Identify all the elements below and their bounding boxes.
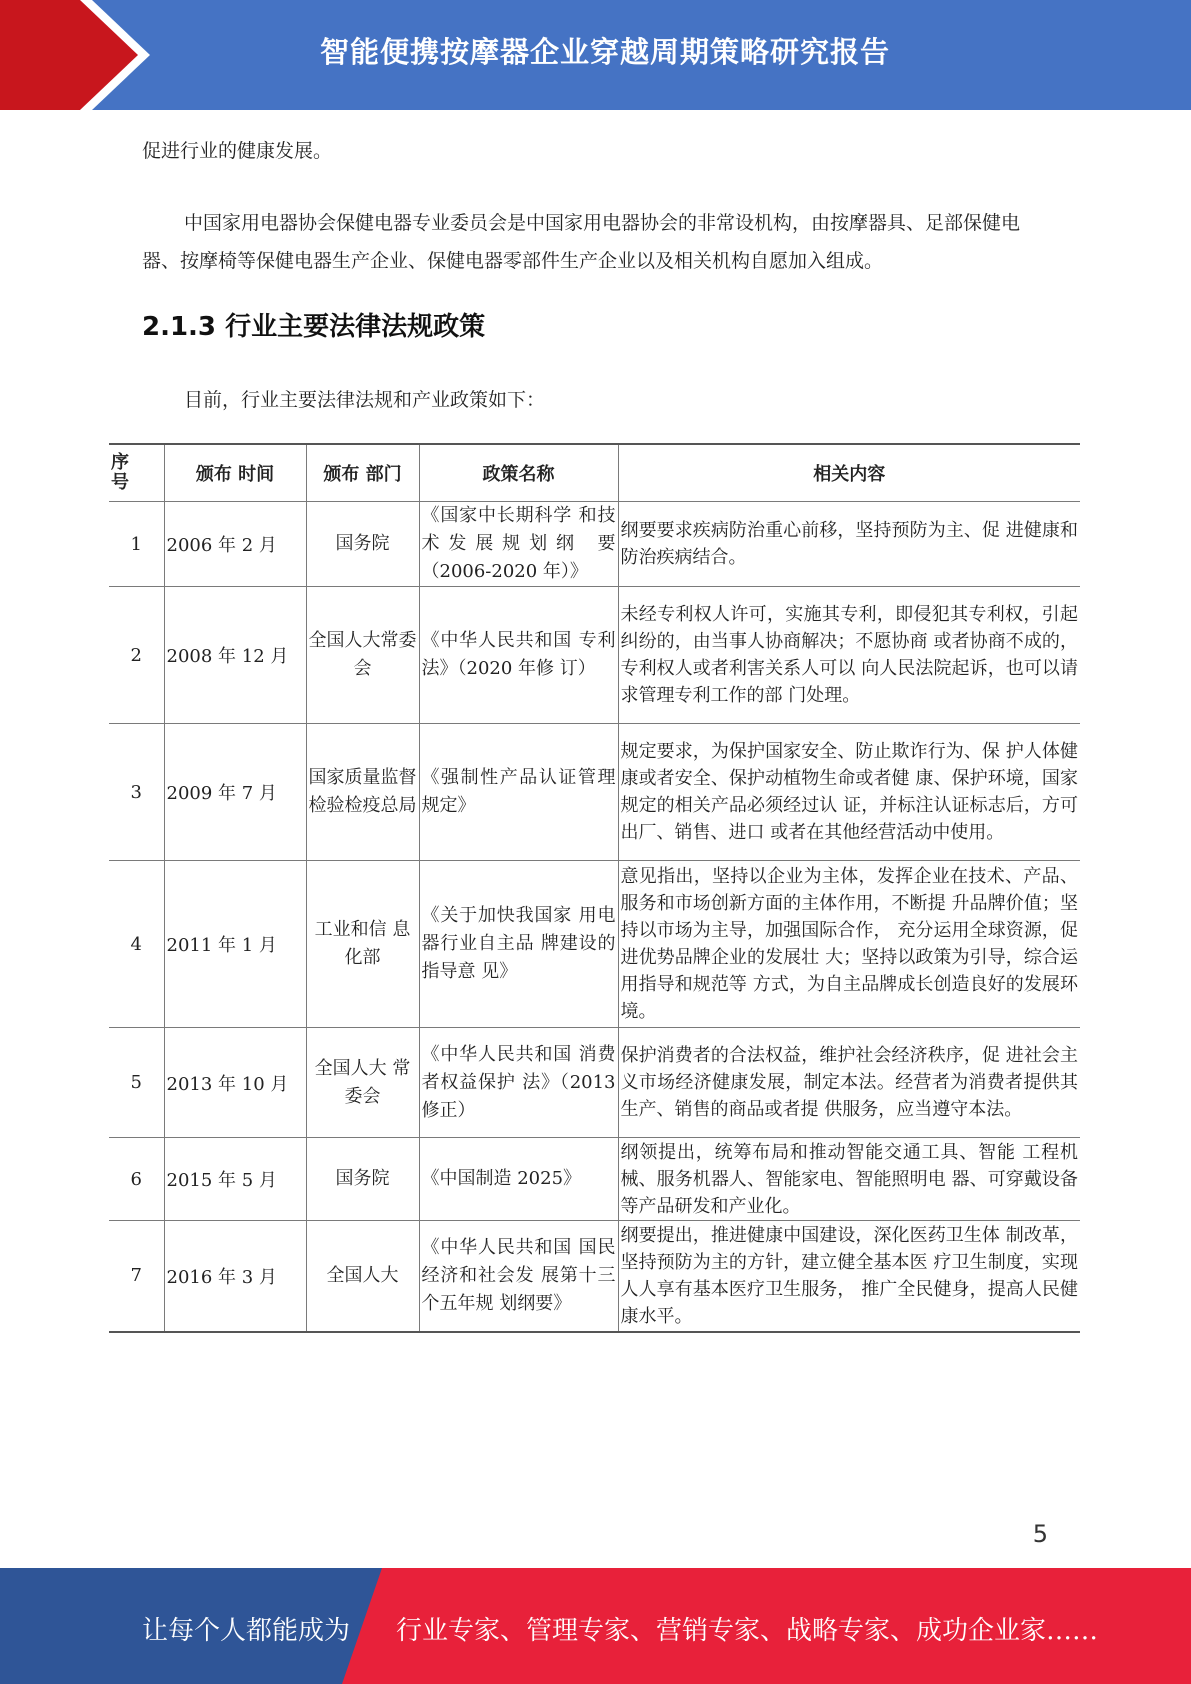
cell-content: 未经专利权人许可，实施其专利，即侵犯其专利权，引起纠纷的，由当事人协商解决；不愿协商 或者协商不成的，专利权人或者利害关系人可以 向人民法院起诉，也可以请求管理专利工作的部 门处理。 — [618, 587, 1080, 724]
cell-policy-name: 《关于加快我国家 用电器行业自主品 牌建设的指导意 见》 — [419, 861, 618, 1028]
cell-seq: 4 — [109, 861, 164, 1028]
cell-dept: 全国人大常委会 — [306, 587, 419, 724]
table-row — [109, 1221, 1080, 1332]
cell-policy-name: 《中国制造 2025》 — [419, 1138, 618, 1221]
cell-date: 2006 年 2 月 — [164, 502, 306, 587]
header-policy-name: 政策名称 — [419, 444, 618, 502]
cell-content: 意见指出，坚持以企业为主体，发挥企业在技术、产品、服务和市场创新方面的主体作用，不断提 升品牌价值；坚持以市场为主导，加强国际合作， 充分运用全球资源，促进优势品牌企业的发展壮 大；坚持以政策为引导，综合运用指导和规范等 方式，为自主品牌成长创造良好的发展环境。 — [618, 861, 1080, 1028]
cell-content: 保护消费者的合法权益，维护社会经济秩序，促 进社会主义市场经济健康发展，制定本法。经营者为消费者提供其生产、销售的商品或者提 供服务，应当遵守本法。 — [618, 1028, 1080, 1138]
table-row — [109, 1138, 1080, 1221]
cell-seq: 3 — [109, 724, 164, 861]
cell-seq: 5 — [109, 1028, 164, 1138]
table-row — [109, 1028, 1080, 1138]
cell-date: 2008 年 12 月 — [164, 587, 306, 724]
cell-seq: 1 — [109, 502, 164, 587]
table-row — [109, 861, 1080, 1028]
section-heading: 2.1.3 行业主要法律法规政策 — [142, 312, 486, 342]
cell-content: 纲要要求疾病防治重心前移，坚持预防为主、促 进健康和防治疾病结合。 — [618, 502, 1080, 587]
cell-policy-name: 《中华人民共和国 国民经济和社会发 展第十三个五年规 划纲要》 — [419, 1221, 618, 1332]
cell-policy-name: 《中华人民共和国 消费者权益保护 法》（2013 修正） — [419, 1028, 618, 1138]
table-row — [109, 502, 1080, 587]
cell-policy-name: 《国家中长期科学 和技术发展规划纲 要（2006-2020 年）》 — [419, 502, 618, 587]
cell-dept: 工业和信 息化部 — [306, 861, 419, 1028]
policy-table — [109, 443, 1080, 1333]
table-header-row — [109, 444, 1080, 502]
cell-dept: 全国人大 常委会 — [306, 1028, 419, 1138]
header-title: 智能便携按摩器企业穿越周期策略研究报告 — [320, 35, 891, 69]
header-arrow-decoration — [0, 0, 160, 110]
cell-seq: 6 — [109, 1138, 164, 1221]
footer-slogan-right: 行业专家、管理专家、营销专家、战略专家、成功企业家…… — [396, 1616, 1099, 1646]
cell-content: 规定要求，为保护国家安全、防止欺诈行为、保 护人体健康或者安全、保护动植物生命或者健 康、保护环境，国家规定的相关产品必须经过认 证，并标注认证标志后，方可出厂、销售、进口 或者在其他经营活动中使用。 — [618, 724, 1080, 861]
cell-date: 2009 年 7 月 — [164, 724, 306, 861]
cell-seq: 7 — [109, 1221, 164, 1332]
header-banner — [0, 0, 1191, 110]
paragraph-continuation: 促进行业的健康发展。 — [142, 140, 333, 162]
header-dept: 颁布 部门 — [306, 444, 419, 502]
header-seq: 序号 — [109, 444, 164, 502]
paragraph-association: 中国家用电器协会保健电器专业委员会是中国家用电器协会的非常设机构，由按摩器具、足部保健电器、按摩椅等保健电器生产企业、保健电器零部件生产企业以及相关机构自愿加入组成。 — [142, 212, 1021, 272]
table-row — [109, 587, 1080, 724]
cell-date: 2016 年 3 月 — [164, 1221, 306, 1332]
footer-banner — [0, 1568, 1191, 1684]
header-date: 颁布 时间 — [164, 444, 306, 502]
cell-content: 纲领提出，统筹布局和推动智能交通工具、智能 工程机械、服务机器人、智能家电、智能照明电 器、可穿戴设备等产品研发和产业化。 — [618, 1138, 1080, 1221]
cell-dept: 国家质量监督检验检疫总局 — [306, 724, 419, 861]
header-content: 相关内容 — [618, 444, 1080, 502]
cell-date: 2011 年 1 月 — [164, 861, 306, 1028]
cell-dept: 国务院 — [306, 1138, 419, 1221]
cell-policy-name: 《强制性产品认证管理规定》 — [419, 724, 618, 861]
cell-date: 2013 年 10 月 — [164, 1028, 306, 1138]
paragraph-intro: 目前，行业主要法律法规和产业政策如下： — [184, 389, 546, 411]
cell-policy-name: 《中华人民共和国 专利法》（2020 年修 订） — [419, 587, 618, 724]
footer-slogan-left: 让每个人都能成为 — [142, 1616, 351, 1646]
cell-date: 2015 年 5 月 — [164, 1138, 306, 1221]
cell-seq: 2 — [109, 587, 164, 724]
page-number: 5 — [1032, 1520, 1048, 1548]
cell-dept: 全国人大 — [306, 1221, 419, 1332]
table-row — [109, 724, 1080, 861]
cell-dept: 国务院 — [306, 502, 419, 587]
cell-content: 纲要提出，推进健康中国建设，深化医药卫生体 制改革，坚持预防为主的方针，建立健全基本医 疗卫生制度，实现人人享有基本医疗卫生服务， 推广全民健身，提高人民健康水平。 — [618, 1221, 1080, 1332]
